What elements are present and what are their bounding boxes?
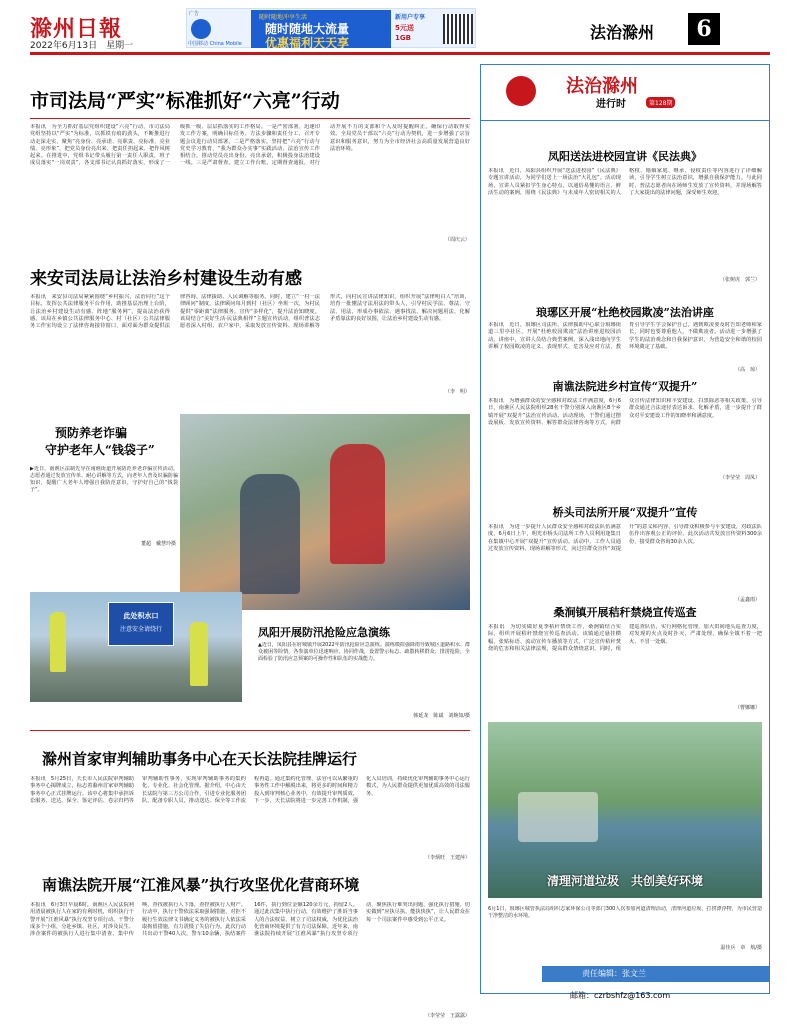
laian-byline: （李 明）	[444, 389, 470, 395]
volunteer-figure-icon	[330, 444, 385, 564]
issue-date: 2022年6月13日 星期一	[30, 41, 134, 51]
sidebar-article-4-byline: （孟鑫雨）	[734, 597, 760, 603]
lead-rule	[30, 118, 470, 119]
ad-right-2: 5元送	[395, 24, 414, 32]
page-number: 6	[688, 13, 720, 45]
ad-title: 随时随地大流量	[265, 22, 350, 36]
nanqiao-headline: 南谯法院开展“江淮风暴”执行攻坚优化营商环境	[42, 876, 360, 894]
sidebar-article-1-body: 本报讯 近日，凤阳县组织开展“送法进校园”《民法典》专题宣讲活动，为同学们送上一场法治“大礼包”。活动现场，宣讲人员紧扣学生身心特点，以通俗易懂的语言、鲜活生动的案例，围绕《民法典》与未成年人密切相关的人格权、婚姻家庭、继承、侵权责任等内容进行了详细解读，引导学生树立法治意识，增强自我保护能力。与此同时，普法志愿者向在场师生发放了宣传资料，并现场解答了大家提出的法律问题，深受师生欢迎。	[488, 168, 762, 196]
sign-line-2: 注意安全请绕行	[119, 626, 162, 633]
banner-title: 法治滁州	[566, 76, 638, 97]
sidebar-article-2-body: 本报讯 近日，琅琊区司法所、法律援助中心联合琅琊街道三里亭社区，开展“杜绝校园欺凌”法治讲座进校园活动。讲座中，宣讲人员结合典型案例，深入浅出地向学生讲解了校园欺凌的定义、表现形式、危害及应对方法，教育引导学生学会保护自己，遇到欺凌要及时告知老师和家长，同时也要尊重他人，不做欺凌者。活动进一步增强了学生的法治观念和自我保护意识，为营造安全和谐的校园环境奠定了基础。	[488, 322, 762, 350]
fraud-caption: ▶近日，南谯区法制先导在南谯街道开展防范养老诈骗宣传活动。志愿者通过发放宣传单、耐心讲解等方式，向老年人普及识骗防骗知识，提醒广大老年人增强自我防范意识，守护好自己的“钱袋子”。	[30, 466, 178, 493]
elder-figure-icon	[240, 474, 300, 594]
flood-caption: ▲近日，凤阳县在府城镇开展2022年防汛抢险应急演练。演练模拟强降雨导致城区道路积水、群众被困等险情，各参演单位迅速响应、协同作战，设置警示标志、疏散转移群众、排涝抢险，全面检验了防汛应急预案的可操作性和队伍的实战能力。	[258, 642, 470, 662]
warning-sign	[108, 602, 174, 646]
sidebar-article-3-headline: 南谯法院进乡村宣传“双提升”	[552, 380, 698, 393]
footer-email[interactable]: 邮箱：czrbshfz@163.com	[570, 991, 671, 1000]
lead-body: 本报讯 为全力抓好基层党组织建设“六亮”行动，市司法局党组坚持以“严实”为标准，以抓铁有痕的劲头，不断推进行动走深走实，聚焦“亮身份、亮承诺、亮职责、亮标准、亮业绩、亮形象”，把党员身份亮出来、把责任担起来、把作风树起来。在推进中，党组书记带头履行第一责任人职责，班子成员落实“一岗双责”，各支部书记认真抓好落实，形成了一级抓一级、层层抓落实的工作格局。一是严密部署。迅速印发工作方案，明确目标任务、方法步骤和责任分工，召开专题会议进行动员部署。二是严格落实。坚持把“六亮”行动与党史学习教育、“我为群众办实事”实践活动、法治宣传工作相结合，推动党员亮出身份、亮出承诺，积极投身法治建设一线。三是严肃督查。建立工作台账，定期督查通报，对行动开展不力的支部和个人及时提醒纠正，确保行动取得实效。全局党员干部以“六亮”行动为契机，进一步增强了宗旨意识和服务意识，努力为全市经济社会高质量发展营造良好法治环境。	[30, 124, 470, 167]
fraud-byline: 董超 戴慧玲摄	[140, 541, 176, 547]
ad-subtitle: 优惠福利天天享	[265, 36, 350, 50]
banner-sub: 进行时	[596, 99, 626, 110]
flood-photo	[30, 592, 242, 702]
nanqiao-body: 本报讯 6月3日早晨6时，南谯区人民法院利用清晨被执行人在家的有利时机，组织执行干警开展“江淮风暴”执行攻坚专项行动。干警分成多个小组，分赴乡镇、社区，对涉及民生、涉企案件的被执行人进行集中清查、集中传唤，查找被执行人下落，查控被执行人财产。行动中，执行干警依法采取强制措施，对拒不履行生效法律文书确定义务的被执行人依法采取拘留措施，有力震慑了失信行为。此次行动共出动干警40人次，警车10余辆，执结案件16件，执行到位金额120余万元，拘留2人。通过此次集中执行行动，有效维护了胜诉当事人的合法权益，树立了司法权威，为优化法治化营商环境提供了有力司法保障。近年来，南谯法院持续开展“江淮风暴”执行攻坚专项行动，聚焦执行难突出问题，强化执行措施，切实做到“应执尽执、能执快执”，让人民群众在每一个司法案件中感受到公平正义。	[30, 902, 470, 938]
footer-editor: 责任编辑：张文兰	[582, 969, 646, 978]
judicial-body: 本报讯 5月25日，天长市人民法院审判辅助事务中心揭牌成立，标志着滁州首家审判辅助事务中心正式挂牌运行。该中心将集中承担诉讼服务、送达、保全、鉴定评估、卷宗归档等审判辅助性事务，实现审判辅助事务的集约化、专业化、社会化管理。据介绍，中心由天长法院与第三方公司合作，引进专业化服务团队，配备专职人员，推动送达、保全等工作流程再造。通过集约化管理，法官可以从繁重的事务性工作中解脱出来，将更多的时间和精力投入到审判核心业务中，有效提升审判质效。下一步，天长法院将进一步完善工作机制，强化人员培训，持续优化审判辅助事务中心运行模式，为人民群众提供更加优质高效的司法服务。	[30, 776, 470, 804]
flood-byline: 韩延龙 陈斌 刘婉如/摄	[413, 713, 470, 719]
sidebar-banner	[496, 70, 754, 116]
banner-emblem-icon	[506, 76, 536, 106]
river-cleanup-photo	[488, 722, 762, 898]
sidebar-article-2-byline: （高 琼）	[734, 367, 760, 373]
ad-right-1: 新用户专享	[395, 14, 426, 21]
sidebar-article-4-body: 本报讯 为进一步提升人民群众安全感和对政法队伍满意度，6月6日上午，明光市桥头司法所工作人员利用逢集日在集镇中心开展“双提升”宣传活动。活动中，工作人员通过发放宣传资料、现场讲解等形式，向过往群众宣传“双提升”的意义和内容，引导群众积极参与平安建设，对政法队伍作出客观公正的评价。此次活动共发放宣传资料300余份，接受群众咨询30余人次。	[488, 524, 762, 552]
lead-byline: （周庆云）	[444, 237, 470, 243]
fraud-headline-2: 守护老年人“钱袋子”	[45, 443, 155, 457]
section-name: 法治滁州	[590, 23, 655, 42]
worker-figure-icon	[190, 622, 208, 686]
sign-line-1: 此处积水口	[123, 612, 159, 620]
river-photo-caption: 6月1日，琅琊区城管执法局组织志家环保公司等部门300人次参加河道清理活动，清理河道垃圾、打捞漂浮物，为市民营造干净整洁的水环境。	[488, 906, 762, 919]
ad-tag: 广告	[189, 11, 200, 17]
sidebar-article-5-headline: 桑涧镇开展秸秆禁烧宣传巡查	[553, 606, 697, 619]
sidebar-article-4-headline: 桥头司法所开展“双提升”宣传	[552, 506, 698, 519]
sidebar-article-5-body: 本报讯 为切实做好夏季秸秆禁烧工作，桑涧镇结合实际，组织开展秸秆禁烧宣传巡查活动。该镇通过悬挂横幅、张贴标语、流动宣传车播放等方式，广泛宣传秸秆焚烧的危害和相关法律法规，提高群众禁烧意识。同时，组建巡查队伍，实行网格化管理，加大田间地头巡查力度，对发现的火点及时扑灭、严肃处理，确保全镇不着一把火、不冒一处烟。	[488, 624, 762, 652]
judicial-headline: 滁州首家审判辅助事务中心在天长法院挂牌运行	[42, 750, 358, 768]
judicial-rule	[30, 730, 470, 731]
photo-overlay-text: 清理河道垃圾 共创美好环境	[546, 874, 703, 888]
fraud-photo	[180, 414, 470, 610]
nanqiao-byline: （李莹莹 王露露）	[424, 1013, 470, 1019]
ad-slogan-top: 随时随地冲享生活	[259, 14, 308, 21]
boat-icon	[518, 792, 598, 842]
ad-brand: 中国移动 China Mobile	[188, 41, 242, 47]
fraud-headline-1: 预防养老诈骗	[55, 426, 128, 440]
sidebar-article-2-headline: 琅琊区开展“杜绝校园欺凌”法治讲座	[536, 306, 714, 319]
sidebar-article-3-byline: （李莹莹 周凤）	[719, 475, 760, 481]
sidebar-article-3-body: 本报讯 为增强群众的安全感和对政法工作满意度，6月6日，南谯区人民法院组织28名干警分别深入南谯区8个乡镇开展“双提升”法治宣传活动。活动现场，干警们通过摆设展板、发放宣传资料、解答群众法律咨询等方式，向群众宣传法律知识和平安建设、扫黑除恶等相关政策，引导群众通过合法途径表达诉求、化解矛盾，进一步提升了群众对平安建设工作的知晓率和满意度。	[488, 398, 762, 426]
paper-name: 滁州日報	[30, 16, 123, 42]
sidebar-article-5-byline: （曹娜娜）	[734, 705, 760, 711]
banner-badge: 第128期	[646, 97, 675, 108]
sidebar-rule	[481, 120, 769, 121]
advertisement[interactable]	[186, 8, 476, 48]
masthead-rule	[30, 52, 770, 55]
lead-headline: 市司法局“严实”标准抓好“六亮”行动	[30, 90, 340, 112]
ad-right-3: 1GB	[395, 34, 411, 42]
worker-figure-icon	[50, 612, 66, 672]
qr-code-icon[interactable]	[443, 14, 473, 44]
river-photo-byline: 温佳兵 章 航/摄	[720, 945, 762, 951]
sidebar-article-1-byline: （张树虎 郭兰）	[719, 277, 760, 283]
china-mobile-logo-icon	[191, 19, 211, 39]
footer-editor-bar	[542, 966, 770, 982]
judicial-byline: （李炳旺 王建萍）	[424, 855, 470, 861]
sidebar-article-1-headline: 凤阳送法进校园宣讲《民法典》	[548, 150, 702, 163]
flood-title: 凤阳开展防汛抢险应急演练	[258, 626, 390, 639]
laian-body: 本报讯 来安县司法局紧紧围绕“乡村振兴，法治同行”这个目标，发挥公共法律服务平台作用，助推基层治理上台阶，让法治乡村建设生动有感。阵地“服务网”，提高法治获得感。该局在乡镇公共法律服务中心、村（社区）公共法律服务工作室均设立了法律咨询接待窗口，面对面为群众提供法律咨询、法律援助、人民调解等服务。同时，建立“一村一法律顾问”制度，法律顾问每月到村（社区）坐班一次，为村民提供“零距离”法律服务。宣传“多样化”，提升法治知晓度。该局结合“美好生活·民法典相伴”主题宣传活动，组织普法志愿者深入村组、农户家中，采取发放宣传资料、现场讲解等形式，向村民宣讲法律知识。组织开展“法律明白人”培训，培育一批懂法守法用法的带头人，引导村民学法、尊法、守法、用法，形成办事依法、遇事找法、解决问题用法、化解矛盾靠法的良好氛围，让法治乡村建设生动有感。	[30, 294, 470, 330]
laian-headline: 来安司法局让法治乡村建设生动有感	[30, 269, 302, 289]
